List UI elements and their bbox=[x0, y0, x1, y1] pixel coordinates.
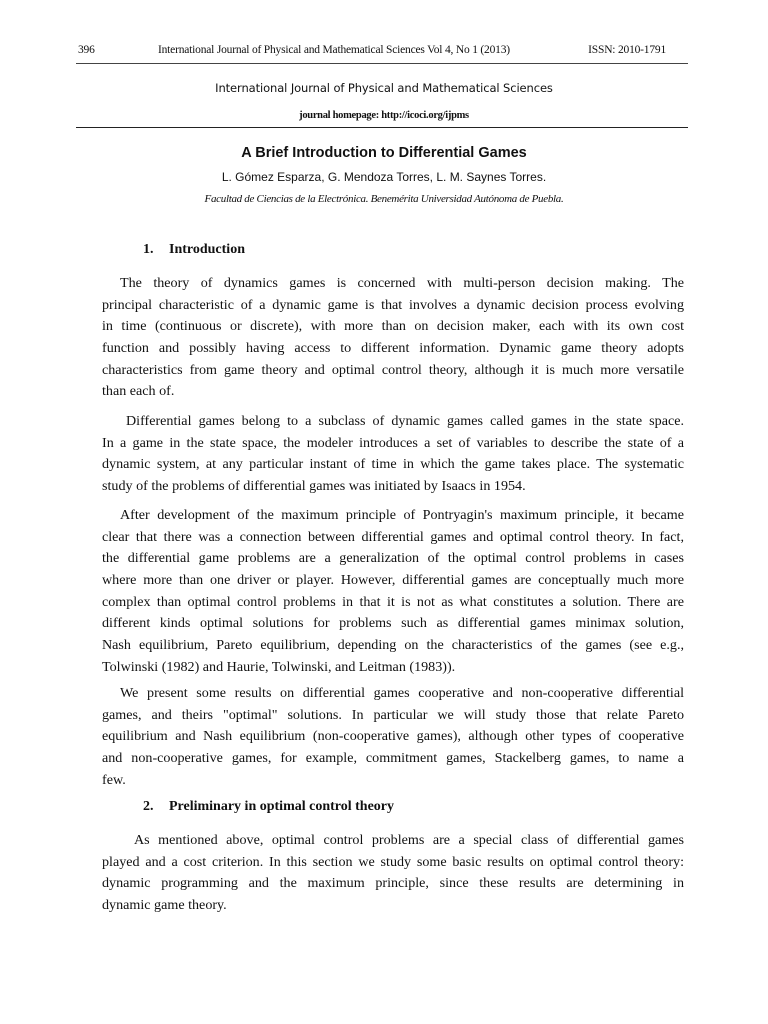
paragraph-line: characteristics from game theory and optimal control theory, although it is much more versatile bbox=[102, 361, 684, 378]
paragraph bbox=[102, 505, 684, 679]
paragraph bbox=[102, 273, 684, 403]
section-heading-preliminary bbox=[143, 799, 394, 815]
paragraph-line: study of the problems of differential games was initiated by Isaacs in 1954. bbox=[102, 478, 526, 495]
header-rule-bottom bbox=[76, 127, 688, 128]
section-title: Preliminary in optimal control theory bbox=[169, 799, 395, 814]
paragraph-line: equilibrium and Nash equilibrium (non-cooperative games), although other types of cooperative bbox=[102, 728, 684, 745]
paragraph-line: played and a cost criterion. In this section we study some basic results on optimal control theory: bbox=[102, 853, 684, 870]
paragraph-line: in time (continuous or discrete), with more than on decision maker, each with its own cost bbox=[102, 318, 684, 335]
paragraph bbox=[102, 411, 684, 498]
paragraph bbox=[102, 830, 684, 917]
paragraph-line: dynamic game theory. bbox=[102, 897, 227, 914]
paragraph-line: games, and theirs "optimal" solutions. In particular we will study those that relate Pareto bbox=[102, 706, 684, 723]
paragraph-line: principal characteristic of a dynamic game is that involves a dynamic decision process evolving bbox=[102, 296, 684, 313]
affiliation: Facultad de Ciencias de la Electrónica. Benemérita Universidad Autónoma de Puebla. bbox=[204, 193, 564, 205]
paragraph-line: Differential games belong to a subclass of dynamic games called games in the state space. bbox=[126, 413, 684, 429]
paragraph-line: few. bbox=[102, 771, 126, 788]
paragraph-line: dynamic system, at any particular instant of time in which the game takes place. The systematic bbox=[102, 456, 684, 473]
paragraph-line: We present some results on differential games cooperative and non-cooperative differential bbox=[120, 685, 684, 701]
issn: ISSN: 2010-1791 bbox=[588, 44, 666, 56]
running-header bbox=[78, 44, 666, 62]
paragraph-line: clear that there was a connection between differential games and optimal control theory. In fact, bbox=[102, 528, 684, 545]
section-number: 2. bbox=[143, 799, 154, 814]
authors: L. Gómez Esparza, G. Mendoza Torres, L. M. Saynes Torres. bbox=[221, 170, 547, 184]
paragraph-line: different kinds optimal solutions for problems such as differential games minimax solution, bbox=[102, 615, 684, 632]
section-title: Introduction bbox=[169, 242, 245, 257]
section-heading-introduction bbox=[143, 242, 245, 258]
paragraph-line: Nash equilibrium, Pareto equilibrium, depending on the characteristics of the games (see e.g., bbox=[102, 637, 684, 654]
paper-title: A Brief Introduction to Differential Games bbox=[241, 145, 527, 161]
paragraph-line: dynamic programming and the maximum principle, since these results are determining in bbox=[102, 875, 684, 892]
page-number: 396 bbox=[78, 44, 95, 56]
paragraph-line: than each of. bbox=[102, 383, 175, 400]
paragraph-line: Tolwinski (1982) and Haurie, Tolwinski, and Leitman (1983)). bbox=[102, 658, 456, 675]
paragraph-line: the differential game problems are a generalization of the optimal control problems in cases bbox=[102, 550, 684, 567]
paragraph-line: function and possibly having access to different information. Dynamic game theory adopts bbox=[102, 340, 684, 357]
header-rule-top bbox=[76, 63, 688, 64]
journal-name: International Journal of Physical and Mathematical Sciences bbox=[215, 81, 553, 95]
journal-homepage: journal homepage: http://icoci.org/ijpms bbox=[299, 110, 469, 121]
paragraph bbox=[102, 683, 684, 791]
paragraph-line: After development of the maximum principle of Pontryagin's maximum principle, it became bbox=[120, 507, 684, 523]
paragraph-line: where more than one driver or player. However, differential games are conceptually much more bbox=[102, 572, 684, 589]
paragraph-line: The theory of dynamics games is concerned with multi-person decision making. The bbox=[120, 275, 684, 291]
paragraph-line: and non-cooperative games, for example, commitment games, Stackelberg games, to name a bbox=[102, 750, 684, 767]
paragraph-line: In a game in the state space, the modeler introduces a set of variables to describe the state of a bbox=[102, 434, 684, 451]
paragraph-line: complex than optimal control problems in that it is not as what constitutes a solution. There are bbox=[102, 593, 684, 610]
paragraph-line: As mentioned above, optimal control problems are a special class of differential games bbox=[134, 832, 684, 848]
section-number: 1. bbox=[143, 242, 154, 257]
journal-citation: International Journal of Physical and Mathematical Sciences Vol 4, No 1 (2013) bbox=[158, 44, 510, 56]
